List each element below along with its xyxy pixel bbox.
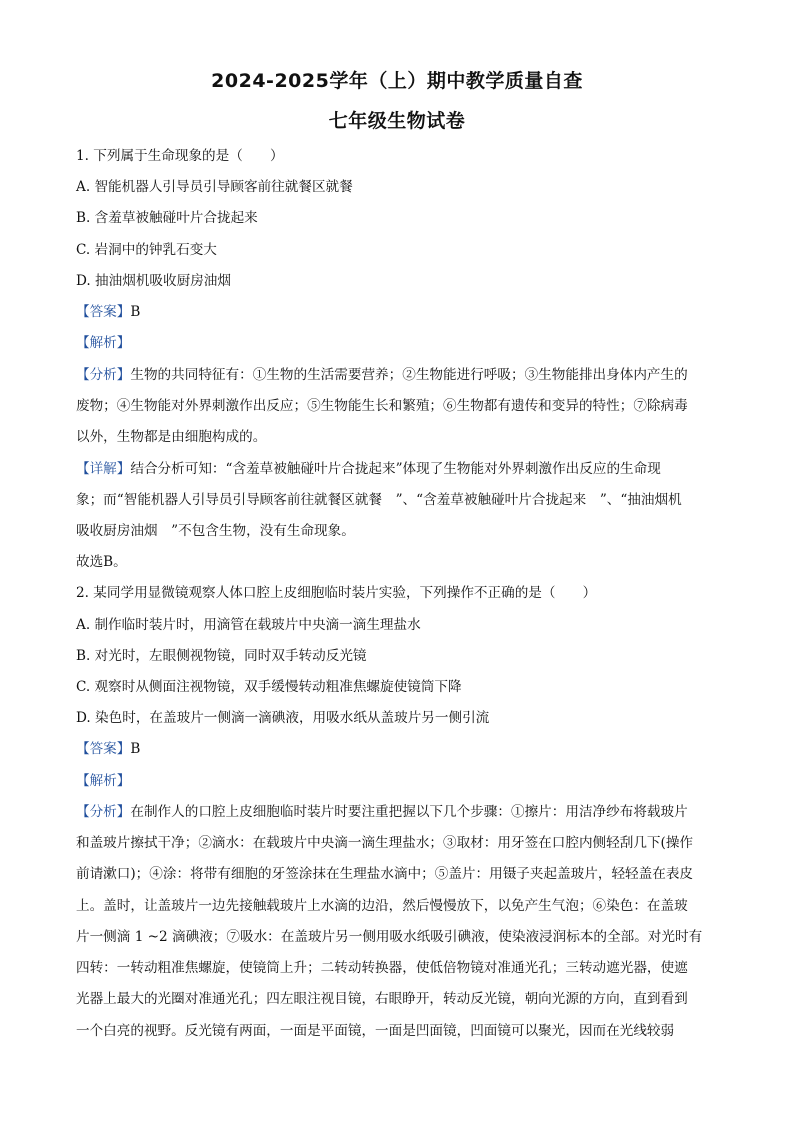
q1-option-b: B. 含羞草被触碰叶片合拢起来 [76,210,258,226]
q1-conclusion: 故选B。 [76,554,127,570]
q2-fenxi-line: 和盖玻片擦拭干净；②滴水：在载玻片中央滴一滴生理盐水；③取材：用牙签在口腔内侧轻刮几下(操作 [76,835,694,851]
jiexi-tag: 【解析】 [76,335,131,351]
answer-value: B [130,304,141,320]
q2-fenxi-line: 光器上最大的光圈对准通光孔；四左眼注视目镜，右眼睁开，转动反光镜，朝向光源的方向，直到看到 [76,991,688,1007]
q2-fenxi-line: 片一侧滴 1 ~2 滴碘液；⑦吸水：在盖玻片另一侧用吸水纸吸引碘液，使染液浸润标本的全部。对光时有 [76,929,703,945]
q2-fenxi-line: 上。盖时，让盖玻片一边先接触载玻片上水滴的边沿，然后慢慢放下，以免产生气泡；⑥染色：在盖玻 [76,898,688,914]
fenxi-tag: 【分析】 [76,804,131,820]
q1-option-a: A. 智能机器人引导员引导顾客前往就餐区就餐 [76,179,353,195]
q2-fenxi-line: 四转：一转动粗准焦螺旋，使镜筒上升；二转动转换器，使低倍物镜对准通光孔；三转动遮光器，使遮 [76,960,688,976]
q2-fenxi-line [76,802,722,822]
q1-fenxi-line [76,365,722,385]
q2-stem: 2. 某同学用显微镜观察人体口腔上皮细胞临时装片实验，下列操作不正确的是（ ） [76,585,597,601]
q2-option-b: B. 对光时，左眼侧视物镜，同时双手转动反光镜 [76,648,367,664]
answer-tag: 【答案】 [76,741,131,757]
q2-option-d: D. 染色时，在盖玻片一侧滴一滴碘液，用吸水纸从盖玻片另一侧引流 [76,710,490,726]
q2-jiexi [76,771,722,791]
q2-answer [76,739,722,759]
fenxi-tag: 【分析】 [76,367,131,383]
q1-option-c: C. 岩洞中的钟乳石变大 [76,242,217,258]
xiangjie-text: 结合分析可知：“含羞草被触碰叶片合拢起来”体现了生物能对外界刺激作出反应的生命现 [130,461,661,477]
fenxi-text: 生物的共同特征有：①生物的生活需要营养；②生物能进行呼吸；③生物能排出身体内产生的 [130,367,688,383]
fenxi-text: 在制作人的口腔上皮细胞临时装片时要注重把握以下几个步骤：①擦片：用洁净纱布将载玻片 [130,804,688,820]
q1-stem: 1. 下列属于生命现象的是（ ） [76,148,284,164]
q1-fenxi-line: 废物；④生物能对外界刺激作出反应；⑤生物能生长和繁殖；⑥生物都有遗传和变异的特性；⑦除病毒 [76,398,688,414]
exam-subtitle: 七年级生物试卷 [328,110,466,132]
q1-xiangjie-line [76,459,722,479]
q2-fenxi-line: 前请漱口)；④涂：将带有细胞的牙签涂抹在生理盐水滴中；⑤盖片：用镊子夹起盖玻片，轻轻盖在表皮 [76,866,694,882]
answer-value: B [130,741,141,757]
q1-answer [76,302,722,322]
q1-fenxi-line: 以外，生物都是由细胞构成的。 [76,429,267,445]
q2-option-c: C. 观察时从侧面注视物镜，双手缓慢转动粗准焦螺旋使镜筒下降 [76,679,462,695]
jiexi-tag: 【解析】 [76,773,131,789]
q1-xiangjie-line: 象；而“智能机器人引导员引导顾客前往就餐区就餐 ”、“含羞草被触碰叶片合拢起来 ”、“抽油烟机 [76,492,682,508]
q1-option-d: D. 抽油烟机吸收厨房油烟 [76,273,231,289]
xiangjie-tag: 【详解】 [76,461,131,477]
q2-option-a: A. 制作临时装片时，用滴管在载玻片中央滴一滴生理盐水 [76,617,421,633]
exam-title: 2024-2025学年（上）期中教学质量自查 [211,70,583,92]
q1-xiangjie-line: 吸收厨房油烟 ”不包含生物，没有生命现象。 [76,523,355,539]
answer-tag: 【答案】 [76,304,131,320]
q2-fenxi-line: 一个白亮的视野。反光镜有两面，一面是平面镜，一面是凹面镜，凹面镜可以聚光，因而在光线较弱 [76,1023,675,1039]
q1-jiexi [76,333,722,353]
